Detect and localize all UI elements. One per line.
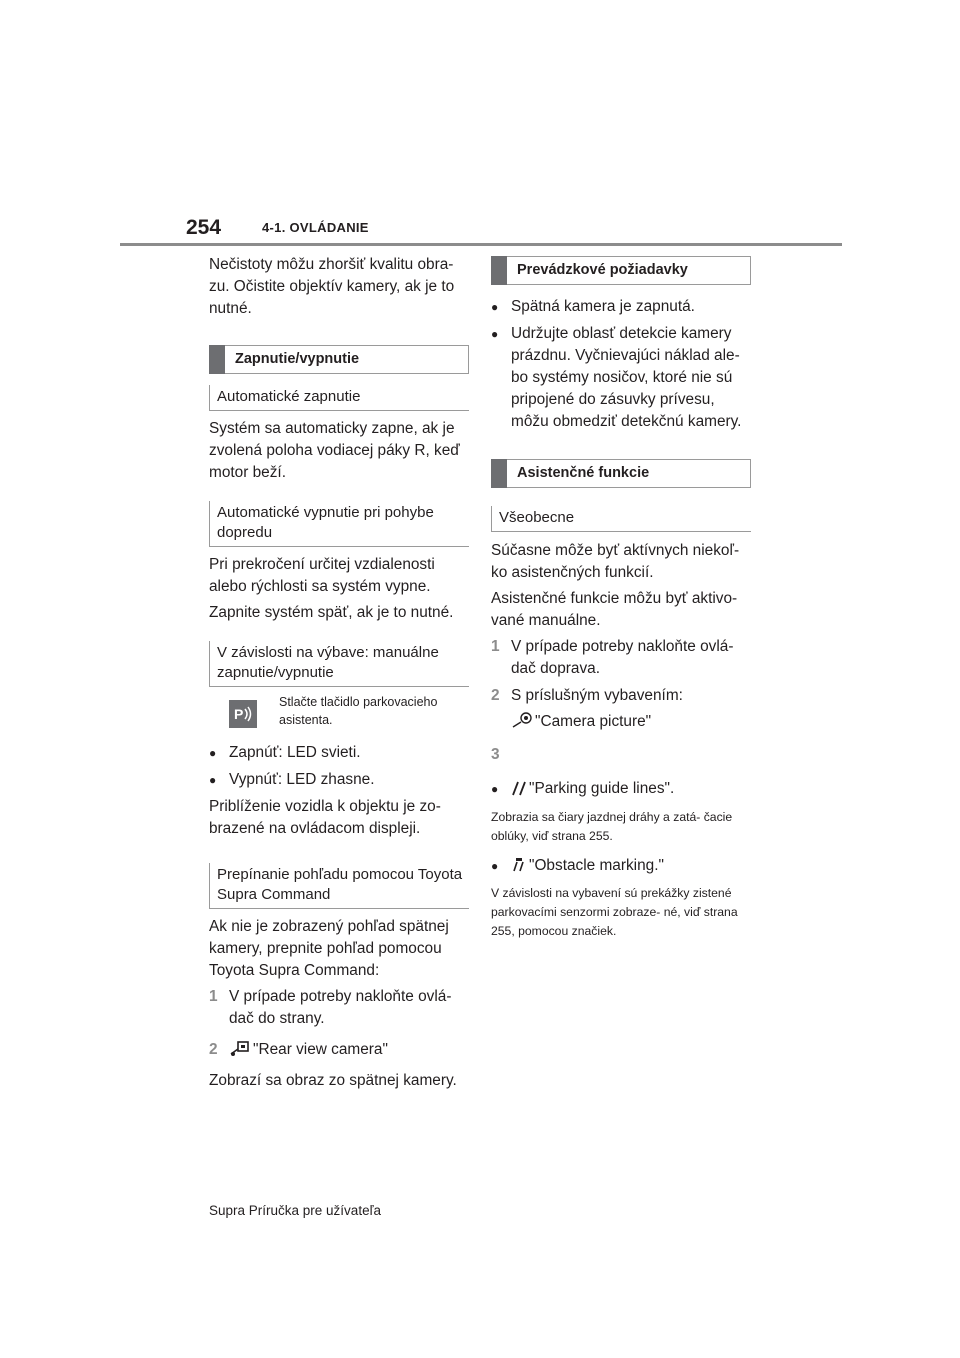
obstacle-marking-icon xyxy=(511,857,527,880)
general-text-1: Súčasne môže byť aktívnych niekoľ- ko asistenčných funkcií. xyxy=(491,542,740,581)
requirement-1: ● Spätná kamera je zapnutá. xyxy=(491,296,751,318)
heading-assist: Asistenčné funkcie xyxy=(491,459,751,488)
bullet-off: ● Vypnúť: LED zhasne. xyxy=(209,769,469,791)
bullet-guide-lines xyxy=(491,778,751,803)
section-title: 4-1. OVLÁDANIE xyxy=(262,220,369,235)
left-step-2 xyxy=(209,1039,469,1064)
subheading-switch: Prepínanie pohľadu pomocou Toyota Supra Command xyxy=(209,863,469,909)
guide-lines-label: "Parking guide lines". xyxy=(529,780,675,797)
subheading-auto-on: Automatické zapnutie xyxy=(209,385,469,411)
general-text-2: Asistenčné funkcie môžu byť aktivo- vané manuálne. xyxy=(491,590,738,629)
requirement-2: ● Udržujte oblasť detekcie kamery prázdnu. Vyčnievajúci náklad ale- bo systémy nosičov, ktoré nie sú pripojené do zásuvky prívesu, môžu obmedziť detekčnú kamery. xyxy=(491,323,751,433)
guide-lines-note: Zobrazia sa čiary jazdnej dráhy a zatá- čacie oblúky, viď strana 255. xyxy=(491,810,733,843)
auto-on-text: Systém sa automaticky zapne, ak je zvolená poloha vodiacej páky R, keď motor beží. xyxy=(209,420,460,481)
button-row xyxy=(209,692,469,740)
obstacle-note: V závislosti na vybavení sú prekážky zistené parkovacími senzormi zobraze- né, viď strana 255, pomocou značiek. xyxy=(491,886,738,938)
header-rule xyxy=(120,243,842,246)
switch-text: Ak nie je zobrazený pohľad spätnej kamery, prepnite pohľad pomocou Toyota Supra Command: xyxy=(209,918,449,979)
step-number: 2 xyxy=(209,1041,218,1058)
right-step-2 xyxy=(491,685,751,707)
subheading-general: Všeobecne xyxy=(491,506,751,532)
rear-view-camera-icon xyxy=(229,1039,251,1064)
step-text: V prípade potreby nakloňte ovlá- dač doprava. xyxy=(511,638,734,677)
step-number: 1 xyxy=(491,638,500,655)
heading-on-off: Zapnutie/vypnutie xyxy=(209,345,469,374)
result-text: Zobrazí sa obraz zo spätnej kamery. xyxy=(209,1072,457,1089)
step-number: 3 xyxy=(491,746,500,763)
bullet-obstacle xyxy=(491,855,751,880)
auto-off-text-1: Pri prekročení určitej vzdialenosti alebo rýchlosti sa systém vypne. xyxy=(209,556,435,595)
step-text: S príslušným vybavením: xyxy=(511,687,683,704)
camera-picture-label: "Camera picture" xyxy=(535,713,652,730)
camera-picture-icon xyxy=(511,711,533,736)
right-step-1 xyxy=(491,636,751,680)
right-column xyxy=(491,252,751,941)
heading-requirements: Prevádzkové požiadavky xyxy=(491,256,751,285)
left-column xyxy=(209,252,469,1092)
step-text: "Rear view camera" xyxy=(253,1041,388,1058)
parking-guide-lines-icon xyxy=(511,780,527,803)
footer-text: Supra Príručka pre užívateľa xyxy=(209,1203,382,1218)
intro-text: Nečistoty môžu zhoršiť kvalitu obra- zu. Očistite objektív kamery, ak je to nutné. xyxy=(209,256,455,317)
svg-text:P: P xyxy=(234,706,244,722)
auto-off-text-2: Zapnite systém späť, ak je to nutné. xyxy=(209,604,454,621)
subheading-auto-off: Automatické vypnutie pri pohybe dopredu xyxy=(209,501,469,547)
obstacle-label: "Obstacle marking." xyxy=(529,857,664,874)
left-step-1 xyxy=(209,986,469,1030)
approach-text: Priblíženie vozidla k objektu je zo- brazené na ovládacom displeji. xyxy=(209,798,441,837)
right-step-3 xyxy=(491,744,751,766)
subheading-manual: V závislosti na výbave: manuálne zapnutie/vypnutie xyxy=(209,641,469,687)
step-number: 2 xyxy=(491,687,500,704)
camera-picture-item xyxy=(491,711,751,736)
step-number: 1 xyxy=(209,988,218,1005)
parking-assist-button-icon xyxy=(229,700,257,728)
button-caption: Stlačte tlačidlo parkovacieho asistenta. xyxy=(279,695,438,727)
page-number: 254 xyxy=(186,216,222,239)
bullet-on: ● Zapnúť: LED svieti. xyxy=(209,742,469,764)
step-text: V prípade potreby nakloňte ovlá- dač do strany. xyxy=(229,988,452,1027)
